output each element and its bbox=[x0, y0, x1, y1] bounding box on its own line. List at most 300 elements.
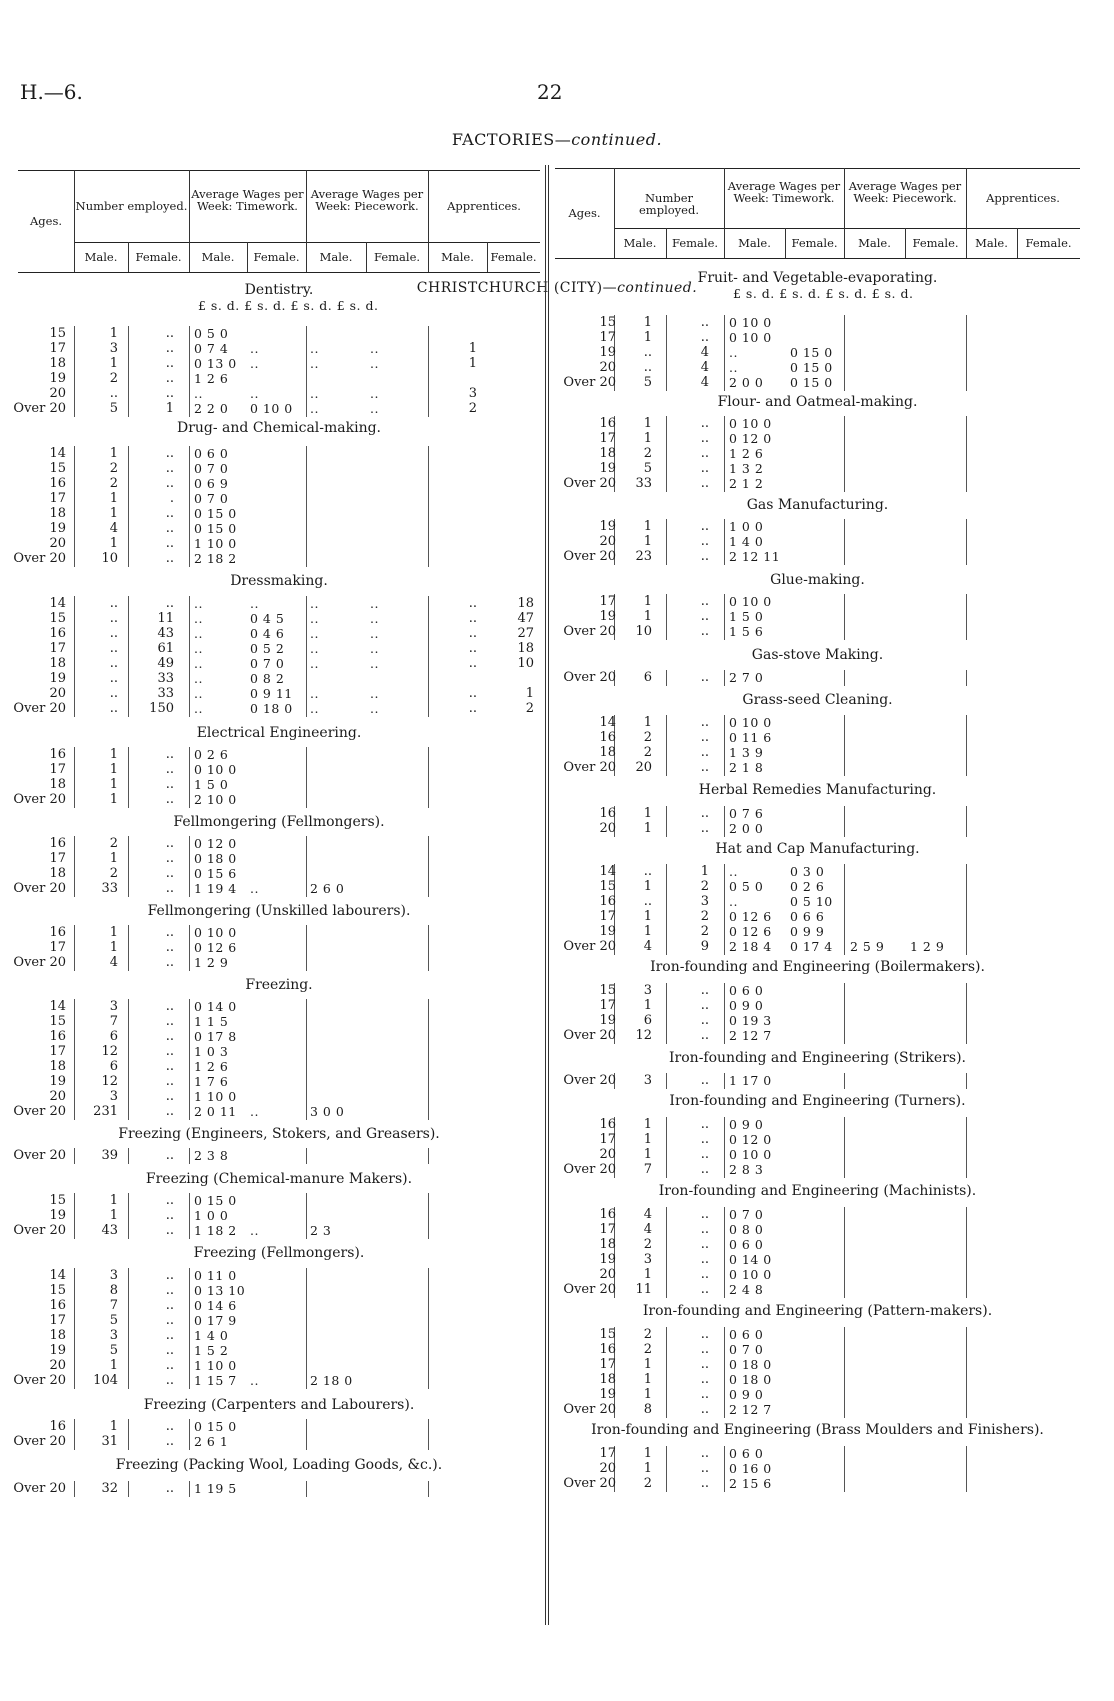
female-employed-cell: .. bbox=[165, 1074, 174, 1089]
male-employed-cell: 1 bbox=[109, 940, 118, 955]
age-cell: 17 bbox=[49, 940, 66, 955]
female-employed-cell: .. bbox=[700, 1013, 709, 1028]
male-employed-cell: .. bbox=[109, 611, 118, 626]
timework-male-cell: .. bbox=[194, 656, 203, 671]
male-employed-cell: 1 bbox=[643, 821, 652, 836]
age-cell: 16 bbox=[599, 894, 616, 909]
timework-male-cell: .. bbox=[194, 641, 203, 656]
timework-female-cell: 0 4 6 bbox=[250, 626, 285, 641]
female-employed-cell: .. bbox=[700, 1117, 709, 1132]
age-cell: 14 bbox=[599, 715, 616, 730]
piecework-female-cell: .. bbox=[370, 656, 379, 671]
timework-male-cell: 0 15 0 bbox=[194, 1419, 237, 1434]
piecework-female-cell: .. bbox=[370, 641, 379, 656]
age-cell: 20 bbox=[599, 821, 616, 836]
female-employed-cell: .. bbox=[165, 792, 174, 807]
male-employed-cell: 1 bbox=[109, 356, 118, 371]
male-employed-cell: 20 bbox=[635, 760, 652, 775]
male-employed-cell: 1 bbox=[109, 1193, 118, 1208]
female-employed-cell: .. bbox=[165, 1481, 174, 1496]
male-employed-cell: 1 bbox=[109, 1208, 118, 1223]
piecework-male-cell: 2 5 9 bbox=[850, 939, 885, 954]
male-employed-cell: 2 bbox=[109, 476, 118, 491]
male-employed-cell: 4 bbox=[109, 521, 118, 536]
female-employed-cell: 1 bbox=[700, 864, 709, 879]
female-employed-cell: .. bbox=[165, 1358, 174, 1373]
male-employed-cell: 1 bbox=[643, 519, 652, 534]
piecework-female-cell: .. bbox=[370, 596, 379, 611]
timework-male-cell: 2 12 11 bbox=[729, 549, 781, 564]
female-employed-cell: 4 bbox=[700, 360, 709, 375]
male-employed-cell: 231 bbox=[93, 1104, 118, 1119]
female-employed-cell: .. bbox=[700, 624, 709, 639]
female-employed-cell: .. bbox=[700, 1132, 709, 1147]
timework-male-cell: 0 15 6 bbox=[194, 866, 237, 881]
section-title: Hat and Cap Manufacturing. bbox=[715, 841, 920, 857]
header-apprentices-right: Apprentices. bbox=[986, 191, 1060, 205]
male-employed-cell: 5 bbox=[109, 401, 118, 416]
city-rest: (CITY)— bbox=[553, 280, 618, 296]
piecework-female-cell: .. bbox=[370, 356, 379, 371]
timework-male-cell: 0 5 0 bbox=[194, 326, 229, 341]
age-cell: 15 bbox=[599, 879, 616, 894]
male-employed-cell: .. bbox=[643, 360, 652, 375]
section-title: Fellmongering (Fellmongers). bbox=[173, 814, 385, 830]
female-employed-cell: .. bbox=[165, 536, 174, 551]
city-name: CHRISTCHURCH bbox=[416, 280, 549, 296]
female-employed-cell: .. bbox=[700, 821, 709, 836]
section-title: Iron-founding and Engineering (Turners). bbox=[669, 1093, 966, 1109]
piecework-male-cell: 2 18 0 bbox=[310, 1373, 353, 1388]
female-employed-cell: .. bbox=[165, 1283, 174, 1298]
male-employed-cell: 4 bbox=[643, 939, 652, 954]
timework-male-cell: 1 19 5 bbox=[194, 1481, 237, 1496]
timework-male-cell: 2 0 0 bbox=[729, 821, 764, 836]
timework-male-cell: 2 0 0 bbox=[729, 375, 764, 390]
female-employed-cell: .. bbox=[700, 730, 709, 745]
female-employed-cell: .. bbox=[165, 999, 174, 1014]
age-cell: Over 20 bbox=[563, 1073, 616, 1088]
apprentices-male-cell: 3 bbox=[468, 386, 477, 401]
section-title: Fellmongering (Unskilled labourers). bbox=[147, 903, 411, 919]
age-cell: 17 bbox=[49, 641, 66, 656]
male-employed-cell: 1 bbox=[643, 879, 652, 894]
male-employed-cell: 1 bbox=[109, 925, 118, 940]
timework-male-cell: 0 7 6 bbox=[729, 806, 764, 821]
male-employed-cell: 1 bbox=[643, 1117, 652, 1132]
age-cell: 18 bbox=[49, 656, 66, 671]
female-employed-cell: .. bbox=[165, 762, 174, 777]
age-cell: 17 bbox=[599, 1222, 616, 1237]
female-employed-cell: .. bbox=[700, 998, 709, 1013]
age-cell: 16 bbox=[599, 1117, 616, 1132]
male-employed-cell: .. bbox=[643, 345, 652, 360]
age-cell: 20 bbox=[49, 536, 66, 551]
timework-male-cell: 1 0 0 bbox=[729, 519, 764, 534]
age-cell: 15 bbox=[49, 611, 66, 626]
table-row bbox=[0, 1117, 1114, 1133]
timework-male-cell: 0 18 0 bbox=[194, 851, 237, 866]
age-cell: 17 bbox=[599, 431, 616, 446]
female-employed-cell: .. bbox=[165, 461, 174, 476]
timework-male-cell: 2 0 11 bbox=[194, 1104, 237, 1119]
timework-male-cell: 1 3 9 bbox=[729, 745, 764, 760]
age-cell: 14 bbox=[49, 999, 66, 1014]
male-employed-cell: 1 bbox=[643, 1461, 652, 1476]
age-cell: 20 bbox=[599, 1147, 616, 1162]
male-employed-cell: 3 bbox=[109, 341, 118, 356]
age-cell: Over 20 bbox=[13, 401, 66, 416]
male-employed-cell: .. bbox=[109, 656, 118, 671]
female-employed-cell: .. bbox=[700, 461, 709, 476]
header-female: Female. bbox=[373, 250, 421, 264]
male-employed-cell: 8 bbox=[109, 1283, 118, 1298]
header-female: Female. bbox=[490, 250, 537, 264]
female-employed-cell: .. bbox=[165, 1313, 174, 1328]
table-row bbox=[0, 476, 1114, 492]
age-cell: 20 bbox=[49, 686, 66, 701]
header-male: Male. bbox=[84, 250, 118, 264]
timework-male-cell: 0 15 0 bbox=[194, 521, 237, 536]
header-male: Male. bbox=[623, 236, 657, 250]
section-title: Electrical Engineering. bbox=[196, 725, 362, 741]
female-employed-cell: 1 bbox=[165, 401, 174, 416]
timework-female-cell: 0 6 6 bbox=[790, 909, 825, 924]
header-male: Male. bbox=[201, 250, 235, 264]
age-cell: 18 bbox=[599, 1372, 616, 1387]
age-cell: 18 bbox=[49, 506, 66, 521]
timework-female-cell: .. bbox=[250, 881, 259, 896]
table-row bbox=[0, 909, 1114, 925]
apprentices-male-cell: .. bbox=[468, 686, 477, 701]
male-employed-cell: 1 bbox=[109, 491, 118, 506]
male-employed-cell: 1 bbox=[643, 1387, 652, 1402]
timework-male-cell: 2 3 8 bbox=[194, 1148, 229, 1163]
female-employed-cell: .. bbox=[700, 1222, 709, 1237]
male-employed-cell: 2 bbox=[109, 866, 118, 881]
female-employed-cell: .. bbox=[165, 476, 174, 491]
piecework-female-cell: .. bbox=[370, 701, 379, 716]
female-employed-cell: .. bbox=[165, 371, 174, 386]
female-employed-cell: .. bbox=[165, 1434, 174, 1449]
age-cell: 19 bbox=[599, 924, 616, 939]
age-cell: 16 bbox=[49, 1029, 66, 1044]
header-mid-rule bbox=[74, 242, 540, 243]
age-cell: 15 bbox=[49, 461, 66, 476]
female-employed-cell: .. bbox=[165, 1044, 174, 1059]
male-employed-cell: 1 bbox=[643, 1147, 652, 1162]
timework-male-cell: 2 18 2 bbox=[194, 551, 237, 566]
apprentices-female-cell: 47 bbox=[517, 611, 534, 626]
male-employed-cell: 1 bbox=[643, 1446, 652, 1461]
male-employed-cell: 1 bbox=[109, 1358, 118, 1373]
age-cell: Over 20 bbox=[13, 881, 66, 896]
female-employed-cell: .. bbox=[165, 521, 174, 536]
female-employed-cell: 4 bbox=[700, 345, 709, 360]
age-cell: 17 bbox=[49, 851, 66, 866]
header-apprentices: Apprentices. bbox=[447, 199, 521, 213]
female-employed-cell: 4 bbox=[700, 375, 709, 390]
timework-male-cell: 0 5 0 bbox=[729, 879, 764, 894]
table-row bbox=[0, 534, 1114, 550]
timework-female-cell: .. bbox=[250, 341, 259, 356]
header-bottom-rule bbox=[555, 258, 1080, 259]
timework-male-cell: 0 14 0 bbox=[194, 999, 237, 1014]
age-cell: 20 bbox=[599, 1461, 616, 1476]
page-title bbox=[0, 130, 1114, 149]
timework-male-cell: 0 16 0 bbox=[729, 1461, 772, 1476]
female-employed-cell: .. bbox=[700, 446, 709, 461]
male-employed-cell: .. bbox=[109, 386, 118, 401]
female-employed-cell: .. bbox=[165, 1014, 174, 1029]
male-employed-cell: 1 bbox=[109, 777, 118, 792]
male-employed-cell: .. bbox=[109, 701, 118, 716]
timework-male-cell: 0 10 0 bbox=[729, 594, 772, 609]
age-cell: 15 bbox=[599, 315, 616, 330]
header-female: Female. bbox=[912, 236, 959, 250]
male-employed-cell: 1 bbox=[109, 536, 118, 551]
table-row bbox=[0, 983, 1114, 999]
female-employed-cell: .. bbox=[700, 670, 709, 685]
table-row bbox=[0, 715, 1114, 731]
timework-female-cell: 0 9 11 bbox=[250, 686, 293, 701]
table-row bbox=[0, 1252, 1114, 1268]
table-row bbox=[0, 686, 1114, 702]
male-employed-cell: 1 bbox=[643, 330, 652, 345]
table-row bbox=[0, 416, 1114, 432]
title-italic: continued. bbox=[571, 130, 663, 149]
male-employed-cell: 6 bbox=[643, 670, 652, 685]
timework-female-cell: 0 2 6 bbox=[790, 879, 825, 894]
timework-male-cell: 2 2 0 bbox=[194, 401, 229, 416]
apprentices-male-cell: .. bbox=[468, 611, 477, 626]
male-employed-cell: 12 bbox=[101, 1044, 118, 1059]
age-cell: 19 bbox=[599, 609, 616, 624]
female-employed-cell: .. bbox=[700, 416, 709, 431]
female-employed-cell: 33 bbox=[157, 671, 174, 686]
header-piecework: Average Wages per Week: Piecework. bbox=[848, 179, 962, 205]
female-employed-cell: .. bbox=[165, 866, 174, 881]
age-cell: Over 20 bbox=[13, 1148, 66, 1163]
age-cell: 17 bbox=[599, 909, 616, 924]
male-employed-cell: 1 bbox=[643, 924, 652, 939]
female-employed-cell: 61 bbox=[157, 641, 174, 656]
piecework-female-cell: .. bbox=[370, 626, 379, 641]
timework-male-cell: 1 17 0 bbox=[729, 1073, 772, 1088]
timework-male-cell: 0 18 0 bbox=[729, 1372, 772, 1387]
table-row bbox=[0, 1132, 1114, 1148]
timework-female-cell: 0 15 0 bbox=[790, 375, 833, 390]
age-cell: 19 bbox=[599, 1387, 616, 1402]
female-employed-cell: 2 bbox=[700, 924, 709, 939]
age-cell: 16 bbox=[49, 626, 66, 641]
apprentices-female-cell: 18 bbox=[517, 596, 534, 611]
age-cell: 18 bbox=[49, 356, 66, 371]
age-cell: 18 bbox=[49, 866, 66, 881]
age-cell: Over 20 bbox=[563, 670, 616, 685]
female-employed-cell: .. bbox=[700, 1028, 709, 1043]
timework-male-cell: 1 3 2 bbox=[729, 461, 764, 476]
male-employed-cell: 8 bbox=[643, 1402, 652, 1417]
timework-male-cell: 0 10 0 bbox=[729, 715, 772, 730]
female-employed-cell: .. bbox=[165, 777, 174, 792]
table-row bbox=[0, 924, 1114, 940]
male-employed-cell: 6 bbox=[109, 1029, 118, 1044]
piecework-male-cell: .. bbox=[310, 701, 319, 716]
header-female: Female. bbox=[135, 250, 182, 264]
timework-female-cell: .. bbox=[250, 386, 259, 401]
timework-male-cell: 1 7 6 bbox=[194, 1074, 229, 1089]
female-employed-cell: 2 bbox=[700, 909, 709, 924]
money-units-header: £ s. d. £ s. d. £ s. d. £ s. d. bbox=[733, 286, 914, 301]
timework-male-cell: 1 18 2 bbox=[194, 1223, 237, 1238]
timework-male-cell: 1 2 9 bbox=[194, 955, 229, 970]
female-employed-cell: .. bbox=[165, 851, 174, 866]
age-cell: 15 bbox=[49, 326, 66, 341]
piecework-male-cell: .. bbox=[310, 641, 319, 656]
female-employed-cell: .. bbox=[165, 341, 174, 356]
table-row bbox=[0, 1162, 1114, 1178]
female-employed-cell: .. bbox=[700, 1446, 709, 1461]
male-employed-cell: 3 bbox=[109, 1268, 118, 1283]
section-title: Iron-founding and Engineering (Machinists). bbox=[658, 1183, 977, 1199]
age-cell: Over 20 bbox=[13, 701, 66, 716]
female-employed-cell: .. bbox=[165, 747, 174, 762]
female-employed-cell: .. bbox=[700, 1147, 709, 1162]
table-row bbox=[0, 609, 1114, 625]
table-row bbox=[0, 760, 1114, 776]
female-employed-cell: .. bbox=[700, 1402, 709, 1417]
timework-male-cell: 2 7 0 bbox=[729, 670, 764, 685]
male-employed-cell: 1 bbox=[109, 747, 118, 762]
female-employed-cell: .. bbox=[700, 476, 709, 491]
section-title: Dressmaking. bbox=[230, 573, 328, 589]
table-row bbox=[0, 461, 1114, 477]
age-cell: 17 bbox=[49, 341, 66, 356]
female-employed-cell: .. bbox=[700, 1252, 709, 1267]
section-title: Gas-stove Making. bbox=[751, 647, 884, 663]
female-employed-cell: .. bbox=[165, 925, 174, 940]
female-employed-cell: .. bbox=[700, 519, 709, 534]
female-employed-cell: 2 bbox=[700, 879, 709, 894]
timework-female-cell: .. bbox=[250, 596, 259, 611]
apprentices-female-cell: 10 bbox=[517, 656, 534, 671]
age-cell: 17 bbox=[599, 1132, 616, 1147]
female-employed-cell: .. bbox=[700, 1357, 709, 1372]
timework-male-cell: 0 14 6 bbox=[194, 1298, 237, 1313]
timework-male-cell: .. bbox=[729, 345, 738, 360]
timework-male-cell: 1 10 0 bbox=[194, 536, 237, 551]
timework-male-cell: .. bbox=[194, 626, 203, 641]
table-row bbox=[0, 894, 1114, 910]
age-cell: Over 20 bbox=[13, 1373, 66, 1388]
section-title: Fruit- and Vegetable-evaporating. bbox=[697, 270, 938, 286]
section-title: Gas Manufacturing. bbox=[746, 497, 889, 513]
age-cell: 16 bbox=[599, 730, 616, 745]
table-row bbox=[0, 1461, 1114, 1477]
male-employed-cell: 5 bbox=[109, 1343, 118, 1358]
table-row bbox=[0, 1327, 1114, 1343]
table-row bbox=[0, 360, 1114, 376]
age-cell: 16 bbox=[599, 1207, 616, 1222]
timework-male-cell: 1 0 0 bbox=[194, 1208, 229, 1223]
age-cell: 15 bbox=[599, 983, 616, 998]
timework-male-cell: 0 6 0 bbox=[729, 1446, 764, 1461]
age-cell: 14 bbox=[599, 864, 616, 879]
section-title: Freezing (Packing Wool, Loading Goods, &c.). bbox=[115, 1457, 443, 1473]
timework-female-cell: 0 7 0 bbox=[250, 656, 285, 671]
female-employed-cell: .. bbox=[165, 1268, 174, 1283]
age-cell: Over 20 bbox=[13, 551, 66, 566]
table-row bbox=[0, 1372, 1114, 1388]
table-row bbox=[0, 806, 1114, 822]
female-employed-cell: .. bbox=[700, 760, 709, 775]
female-employed-cell: .. bbox=[165, 1328, 174, 1343]
piecework-male-cell: .. bbox=[310, 626, 319, 641]
male-employed-cell: 1 bbox=[643, 431, 652, 446]
section-title: Freezing (Fellmongers). bbox=[193, 1245, 365, 1261]
male-employed-cell: 43 bbox=[101, 1223, 118, 1238]
timework-female-cell: 0 17 4 bbox=[790, 939, 833, 954]
timework-male-cell: 0 15 0 bbox=[194, 506, 237, 521]
apprentices-male-cell: .. bbox=[468, 701, 477, 716]
age-cell: Over 20 bbox=[563, 1282, 616, 1297]
female-employed-cell: .. bbox=[700, 1267, 709, 1282]
timework-male-cell: 0 10 0 bbox=[729, 1267, 772, 1282]
table-row bbox=[0, 1446, 1114, 1462]
piecework-male-cell: 3 0 0 bbox=[310, 1104, 345, 1119]
female-employed-cell: .. bbox=[165, 1298, 174, 1313]
age-cell: 14 bbox=[49, 596, 66, 611]
table-row bbox=[0, 375, 1114, 391]
header-female: Female. bbox=[791, 236, 838, 250]
table-row bbox=[0, 1282, 1114, 1298]
age-cell: 17 bbox=[599, 330, 616, 345]
male-employed-cell: .. bbox=[109, 641, 118, 656]
timework-male-cell: .. bbox=[194, 686, 203, 701]
table-row bbox=[0, 864, 1114, 880]
age-cell: Over 20 bbox=[563, 760, 616, 775]
age-cell: 20 bbox=[599, 360, 616, 375]
male-employed-cell: 2 bbox=[643, 1327, 652, 1342]
male-employed-cell: 10 bbox=[101, 551, 118, 566]
male-employed-cell: 6 bbox=[643, 1013, 652, 1028]
apprentices-female-cell: 18 bbox=[517, 641, 534, 656]
table-row bbox=[0, 1147, 1114, 1163]
table-row bbox=[0, 519, 1114, 535]
male-employed-cell: 7 bbox=[109, 1298, 118, 1313]
timework-male-cell: .. bbox=[194, 611, 203, 626]
header-number-employed: Number employed. bbox=[75, 199, 188, 213]
female-employed-cell: .. bbox=[165, 551, 174, 566]
female-employed-cell: 49 bbox=[157, 656, 174, 671]
age-cell: 19 bbox=[599, 345, 616, 360]
timework-male-cell: 1 5 2 bbox=[194, 1343, 229, 1358]
timework-male-cell: 0 13 10 bbox=[194, 1283, 246, 1298]
timework-male-cell: 0 10 0 bbox=[729, 416, 772, 431]
header-male: Male. bbox=[738, 236, 771, 250]
table-row bbox=[0, 1073, 1114, 1089]
male-employed-cell: 1 bbox=[643, 609, 652, 624]
piecework-female-cell: .. bbox=[370, 686, 379, 701]
timework-female-cell: 0 18 0 bbox=[250, 701, 293, 716]
timework-female-cell: .. bbox=[250, 1223, 259, 1238]
section-title: Freezing (Carpenters and Labourers). bbox=[143, 1397, 415, 1413]
table-row bbox=[0, 330, 1114, 346]
timework-female-cell: 0 3 0 bbox=[790, 864, 825, 879]
age-cell: 15 bbox=[49, 1283, 66, 1298]
header-piecework: Average Wages per Week: Piecework. bbox=[310, 187, 424, 213]
